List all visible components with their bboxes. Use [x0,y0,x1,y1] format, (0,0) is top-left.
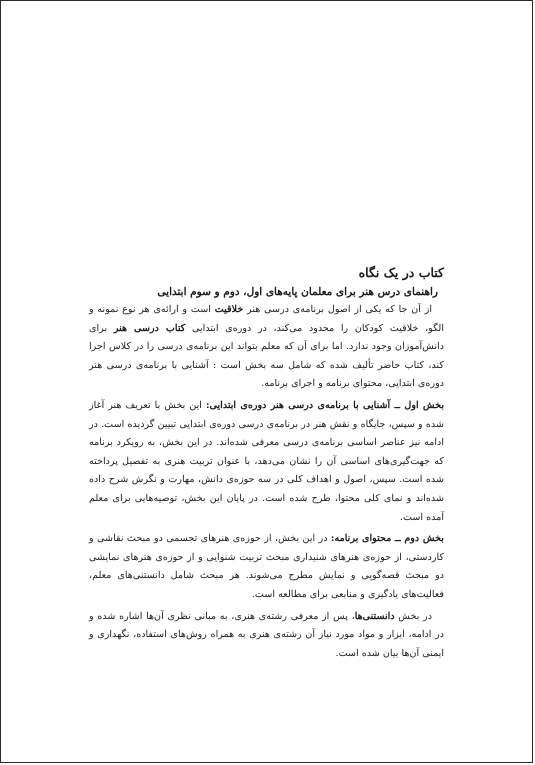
book-overview [89,263,444,666]
intro-text-2: است و ارائه‌ی هر نوع نمونه و الگو، خلاقیت کودکان را محدود می‌کند، در دوره‌ی ابتدایی [89,304,444,334]
keyword-knowledge: دانستنی‌ها [354,610,395,622]
intro-text-3: برای دانش‌آموزان وجود ندارد. اما برای آن که معلم بتواند این برنامه‌ی درسی را در کلاس اجرا کند، کتاب حاضر تألیف شده که شامل سه بخش است : آشنایی با برنامه‌ی درسی هنر دوره‌ی ابتدایی، محتوای برنامه و اجرای برنامه. [89,322,444,390]
section-two-text-3: است. [251,588,279,600]
keyword-art-textbook: کتاب درسی هنر [113,322,186,334]
section-one-paragraph [89,397,444,527]
para3-text-1: در بخش [394,610,432,622]
intro-text-1: از آن جا که یکی از اصول برنامه‌ی درسی هنر [243,304,432,315]
page-title: کتاب در یک نگاه [358,265,444,280]
keyword-creativity: خلاقیت [214,304,244,315]
keyword-teacher-knowledge: دانستنی‌های معلم [92,570,165,582]
section-one-heading: بخش اول ــ آشنایی با برنامه‌ی درسی هنر دوره‌ی ابتدایی: [205,399,444,411]
section-two-text-2: ، [89,570,93,582]
intro-paragraph [89,301,444,394]
knowledge-paragraph [89,608,444,664]
para3-text-2: ، پس از معرفی رشته‌ی هنری، به مبانی نظری آن‌ها اشاره شده و در ادامه، ابزار و مواد مورد نیاز آن رشته‌ی هنری به همراه روش‌های استفاده، نگهداری و ایمنی آن‌ها بیان شده است. [89,610,444,659]
subtitle: راهنمای درس هنر برای معلمان پایه‌های اول، دوم و سوم ابتدایی [157,286,438,298]
keyword-learning-activities: فعالیت‌های یادگیری و منابعی برای مطالعه [278,588,444,600]
section-two-paragraph [89,530,444,604]
section-two-text-1: در این بخش، از حوزه‌ی هنرهای تجسمی دو مبحث نقاشی و کاردستی، از حوزه‌ی هنرهای شنیداری مبحث تربیت شنوایی و از حوزه‌ی هنرهای نمایشی دو مبحث قصه‌گویی و نمایش مطرح می‌شوند. هر مبحث شامل [89,533,444,582]
section-one-text: این بخش با تعریف هنر آغاز شده و سپس، جایگاه و نقش هنر در برنامه‌ی درسی دوره‌ی ابتدایی تبیین گردیده است. در ادامه نیز عناصر اساسی برنامه‌ی درسی معرفی شده‌اند. در این بخش، به رویکرد برنامه که جهت‌گیری‌های اساسی آن را نشان می‌دهد، با عنوان تربیت هنری به تفصیل پرداخته شده است. سپس، اصول و اهداف کلی در سه حوزه‌ی دانش، مهارت و نگرش شرح داده شده‌اند و نمای کلی محتوا، طرح شده است. در پایان این بخش، توصیه‌هایی برای معلم آمده است. [89,399,444,523]
section-two-heading: بخش دوم ــ محتوای برنامه: [330,533,444,545]
